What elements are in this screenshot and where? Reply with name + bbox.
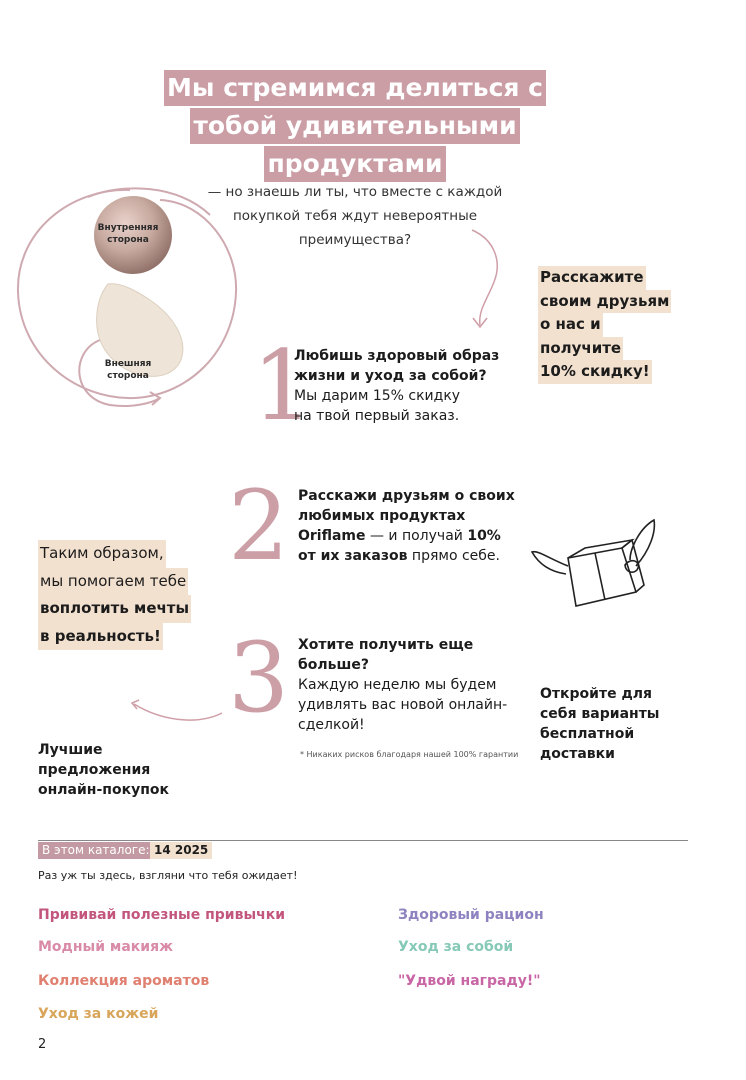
step-2-text-part: от их заказов [298, 548, 408, 564]
callout-line: о нас и [538, 313, 603, 337]
callout-line: воплотить мечты [38, 595, 191, 623]
tell-friends-callout [538, 266, 671, 384]
catalog-subtitle: Раз уж ты здесь, взгляни что тебя ожидает! [38, 869, 298, 882]
step-3-line: Хотите получить еще больше? [298, 637, 474, 673]
section-divider [38, 840, 688, 841]
step-3-line: удивлять вас новой онлайн- [298, 697, 508, 713]
inner-label-line: Внутренняя [97, 223, 159, 233]
free-delivery-text [540, 684, 690, 764]
catalog-link-makeup[interactable]: Модный макияж [38, 939, 173, 955]
callout-line: Таким образом, [38, 540, 166, 568]
page-number: 2 [38, 1037, 47, 1052]
callout-line: своим друзьям [538, 290, 671, 314]
delivery-line: доставки [540, 746, 615, 762]
best-line: Лучшие [38, 742, 103, 758]
callout-line: в реальность! [38, 623, 163, 651]
delivery-line: бесплатной [540, 726, 635, 742]
callout-line: мы помогаем тебе [38, 568, 188, 596]
catalog-label: В этом каталоге: [38, 842, 154, 859]
catalog-link-nutrition[interactable]: Здоровый рацион [398, 907, 544, 923]
step-number-2: 2 [228, 470, 290, 582]
inner-side-label [92, 222, 164, 246]
catalog-link-fragrances[interactable]: Коллекция ароматов [38, 973, 210, 989]
dreams-callout [38, 540, 191, 650]
step-1-line: на твой первый заказ. [294, 408, 460, 424]
best-line: предложения [38, 762, 151, 778]
best-offers-text [38, 740, 188, 800]
flying-gift-box-icon [532, 520, 654, 606]
step-3-text [298, 635, 528, 735]
title-line-3: продуктами [264, 146, 445, 182]
step-3-line: сделкой! [298, 717, 365, 733]
step-3-line: Каждую неделю мы будем [298, 677, 497, 693]
delivery-line: Откройте для [540, 686, 652, 702]
delivery-line: себя варианты [540, 706, 660, 722]
title-line-2: тобой удивительными [190, 108, 519, 144]
curved-arrow-icon [472, 230, 497, 327]
best-line: онлайн-покупок [38, 782, 169, 798]
title-line-1: Мы стремимся делиться с [164, 70, 546, 106]
left-arrow-icon [132, 700, 222, 720]
catalog-link-habits[interactable]: Прививай полезные привычки [38, 907, 286, 923]
catalog-link-skincare[interactable]: Уход за кожей [38, 1006, 159, 1022]
catalog-number: 14 2025 [150, 842, 212, 859]
step-1-line: Мы дарим 15% скидку [294, 388, 461, 404]
step-number-1: 1 [252, 330, 314, 442]
step-2-text-part: — и получай [365, 528, 468, 544]
step-2-text [298, 486, 528, 566]
subtitle-line: покупкой тебя ждут невероятные [232, 208, 478, 224]
brand-name: Oriflame [298, 528, 366, 544]
subtitle-line: преимущества? [298, 232, 412, 248]
step-2-text-part: прямо себе. [407, 548, 500, 564]
step-number-3: 3 [228, 622, 290, 734]
outer-label-line: сторона [107, 371, 149, 381]
step-1-line: жизни и уход за собой? [294, 368, 487, 384]
step-2-line: любимых продуктах [298, 508, 466, 524]
step-1-text [294, 346, 524, 426]
catalog-link-selfcare[interactable]: Уход за собой [398, 939, 514, 955]
callout-line: 10% скидку! [538, 360, 652, 384]
discount-value: 10% [467, 528, 501, 544]
guarantee-footnote: * Никаких рисков благодаря нашей 100% гарантии [300, 750, 519, 759]
step-2-line: Расскажи друзьям о своих [298, 488, 515, 504]
catalog-link-double-reward[interactable]: "Удвой награду!" [398, 973, 541, 989]
callout-line: получите [538, 337, 623, 361]
inner-label-line: сторона [107, 235, 149, 245]
step-1-line: Любишь здоровый образ [294, 348, 500, 364]
subtitle-line: — но знаешь ли ты, что вместе с каждой [207, 184, 503, 200]
outer-label-line: Внешняя [104, 359, 152, 369]
callout-line: Расскажите [538, 266, 646, 290]
outer-side-label [92, 358, 164, 382]
